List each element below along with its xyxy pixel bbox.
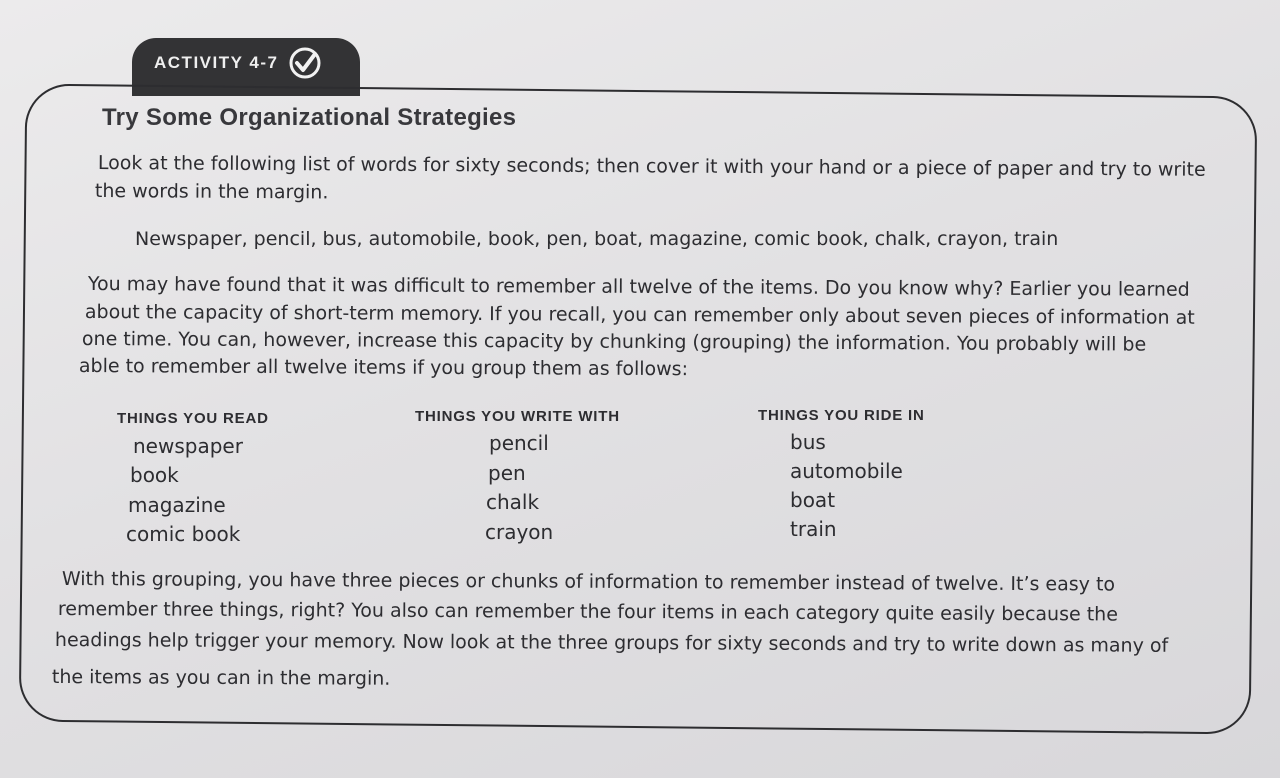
- list-item: magazine: [128, 493, 226, 517]
- list-item: chalk: [486, 490, 540, 514]
- paragraph-1-line-3: one time. You can, however, increase this capacity by chunking (grouping) the information. You probably will be: [81, 327, 1147, 356]
- list-item: train: [790, 517, 837, 541]
- paragraph-2-line-3: headings help trigger your memory. Now look at the three groups for sixty seconds and try to write down as many of: [54, 629, 1169, 657]
- paragraph-1-line-4: able to remember all twelve items if you group them as follows:: [78, 354, 689, 381]
- paragraph-2-line-2: remember three things, right? You also can remember the four items in each category quite easily because the: [57, 598, 1118, 626]
- list-item: book: [130, 463, 179, 487]
- list-item: bus: [790, 430, 826, 454]
- list-item: comic book: [126, 522, 241, 546]
- group-heading-write: THINGS YOU WRITE WITH: [415, 408, 620, 425]
- activity-title: Try Some Organizational Strategies: [102, 104, 517, 131]
- list-item: pen: [488, 461, 526, 485]
- group-heading-ride: THINGS YOU RIDE IN: [758, 407, 925, 424]
- list-item: newspaper: [133, 434, 243, 458]
- paragraph-2-line-4: the items as you can in the margin.: [51, 666, 391, 690]
- list-item: pencil: [489, 431, 549, 455]
- word-list: Newspaper, pencil, bus, automobile, book, pen, boat, magazine, comic book, chalk, crayon, train: [135, 228, 1059, 250]
- group-heading-read: THINGS YOU READ: [117, 410, 269, 427]
- intro-line-2: the words in the margin.: [94, 179, 329, 204]
- list-item: boat: [790, 488, 836, 512]
- paragraph-1-line-2: about the capacity of short-term memory. If you recall, you can remember only about seven pieces of information at: [84, 300, 1195, 329]
- list-item: automobile: [790, 459, 903, 483]
- list-item: crayon: [485, 520, 554, 544]
- paragraph-1-line-1: You may have found that it was difficult to remember all twelve of the items. Do you know why? Earlier you learned: [87, 272, 1190, 301]
- paragraph-2-line-1: With this grouping, you have three pieces or chunks of information to remember instead of twelve. It’s easy to: [61, 568, 1116, 596]
- activity-label: ACTIVITY 4-7: [154, 53, 279, 72]
- intro-line-1: Look at the following list of words for sixty seconds; then cover it with your hand or a piece of paper and try to write: [97, 151, 1206, 181]
